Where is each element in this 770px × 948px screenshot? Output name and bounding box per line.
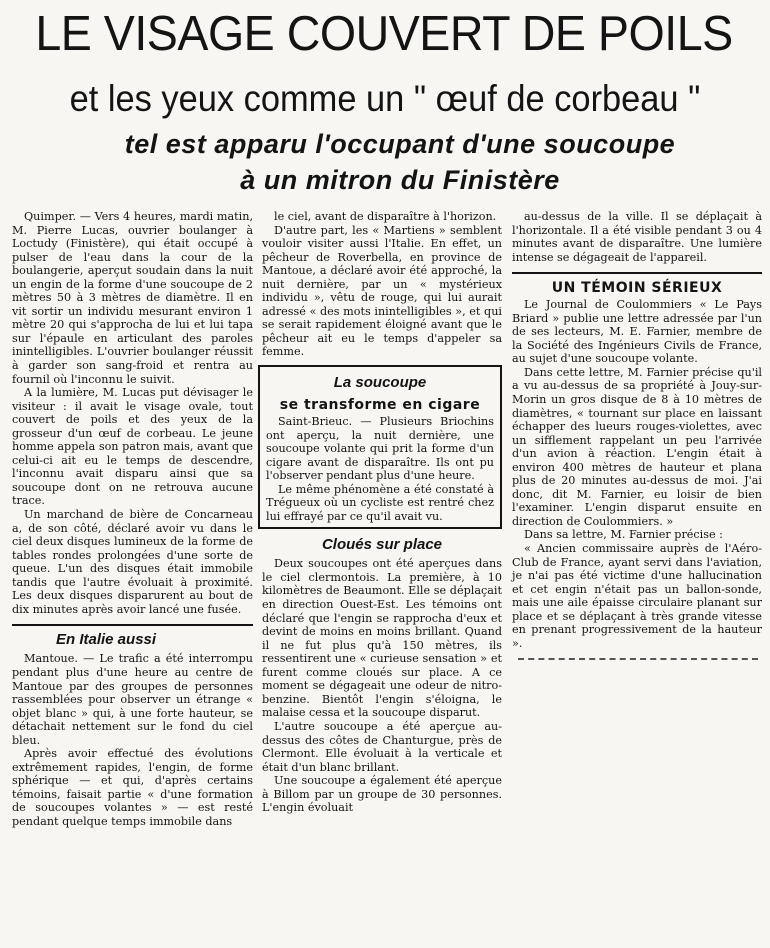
divider bbox=[512, 272, 762, 274]
paragraph: A la lumière, M. Lucas put dévisager le visiteur : il avait le visage ovale, tout couvert de poils et des yeux de la grosseur d'un œuf de corbeau. Le jeune homme appela son patron mais, avant que celui-ci ait eu le temps de descendre, l'inconnu avait disparu ainsi que sa soucoupe dont on ne retrouva aucune trace. bbox=[12, 386, 253, 508]
divider bbox=[12, 624, 253, 626]
headline: LE VISAGE COUVERT DE POILS bbox=[35, 7, 733, 61]
section-heading-cloues: Cloués sur place bbox=[321, 536, 443, 554]
paragraph: Dans cette lettre, M. Farnier précise qu'il a vu au-dessus de sa propriété à Jouy-sur-Morin un gros disque de 8 à 10 mètres de diamètres, « tournant sur place en laissant échapper des lueurs rouges-violettes, avec un sifflement rappelant un peu l'arrivée d'un avion à réaction. L'engin était à environ 400 mètres de hauteur et plana plus de 20 minutes au-dessus de moi. J'ai donc, dit M. Farnier, eu loisir de bien l'examiner. L'engin disparut ensuite en direction de Coulommiers. » bbox=[512, 365, 762, 528]
paragraph: Deux soucoupes ont été aperçues dans le ciel clermontois. La première, à 10 kilomètres de Beaumont. Elle se déplaçait en direction Ouest-Est. Les témoins ont déclaré que l'engin se rapprocha d'eux et devint de moins en moins brillant. Quand il ne fut plus qu'à 150 mètres, ils ressentirent une « curieuse sensation » et furent comme cloués sur place. A ce moment se dégageait une odeur de nitro-benzine. Bientôt l'engin s'éloigna, le malaise cessa et la soucoupe disparut. bbox=[262, 557, 502, 720]
deck-line-2: à un mitron du Finistère bbox=[240, 165, 560, 195]
paragraph: Mantoue. — Le trafic a été interrompu pendant plus d'une heure au centre de Mantoue par des groupes de personnes rassemblées pour observer un étrange « objet blanc » qui, à une forte hauteur, se détachait nettement sur le fond du ciel bleu. bbox=[12, 652, 253, 747]
end-rule bbox=[518, 658, 758, 660]
paragraph: le ciel, avant de disparaître à l'horizon. bbox=[274, 210, 497, 223]
paragraph: Le Journal de Coulommiers « Le Pays Briard » publie une lettre adressée par l'un de ses lecteurs, M. E. Farnier, membre de la Société des Ingénieurs Civils de France, au sujet d'une soucoupe volante. bbox=[512, 298, 762, 366]
column-3 bbox=[512, 210, 762, 660]
column-2 bbox=[262, 210, 502, 815]
deck-line-1: tel est apparu l'occupant d'une soucoupe bbox=[124, 129, 676, 159]
paragraph: au-dessus de la ville. Il se déplaçait à l'horizontale. Il a été visible pendant 3 ou 4 minutes avant de disparaître. Une lumière intense se dégageait de l'appareil. bbox=[512, 210, 762, 264]
paragraph: Un marchand de bière de Concarneau a, de son côté, déclaré avoir vu dans le ciel deux disques lumineux de la forme de tables rondes prolongées d'une sorte de queue. L'un des disques était immobile tandis que l'autre évoluait à proximité. Les deux disques disparurent au bout de dix minutes après avoir lancé une fusée. bbox=[12, 508, 253, 616]
section-heading-temoin: UN TÉMOIN SÉRIEUX bbox=[551, 280, 723, 297]
subheadline: et les yeux comme un " œuf de corbeau " bbox=[69, 78, 701, 119]
box-title-line-2: se transforme en cigare bbox=[279, 397, 481, 414]
paragraph: Quimper. — Vers 4 heures, mardi matin, M. Pierre Lucas, ouvrier boulanger à Loctudy (Finistère), qui était occupé à pulser de l'eau dans la cour de la boulangerie, aperçut soudain dans la nuit un engin de la forme d'une soucoupe de 2 mètres 50 à 3 mètres de diamètre. Il en vit sortir un individu mesurant environ 1 mètre 20 qui s'approcha de lui et lui tapa sur l'épaule en articulant des paroles inintelligibles. L'ouvrier boulanger réussit à garder son sang-froid et rentra au fournil où l'inconnu le suivit. bbox=[12, 210, 253, 386]
column-1 bbox=[12, 210, 253, 829]
paragraph: Dans sa lettre, M. Farnier précise : bbox=[524, 528, 723, 542]
paragraph: Saint-Brieuc. — Plusieurs Briochins ont aperçu, la nuit dernière, une soucoupe volante qui prit la forme d'un cigare avant de disparaître. Ils ont pu l'observer pendant plus d'une heure. bbox=[266, 415, 494, 483]
paragraph: Le même phénomène a été constaté à Trégueux où un cycliste est rentré chez lui effrayé par ce qu'il avait vu. bbox=[266, 482, 494, 523]
boxed-article bbox=[258, 365, 502, 529]
deck bbox=[40, 126, 760, 198]
paragraph: « Ancien commissaire auprès de l'Aéro-Club de France, ayant servi dans l'aviation, je n'ai pas été victime d'une hallucination et cet engin n'était pas un ballon-sonde, mais une aile épaisse circulaire planant sur place et se déplaçant à très grande vitesse en prenant progressivement de la hauteur ». bbox=[512, 542, 762, 650]
paragraph: D'autre part, les « Martiens » semblent vouloir visiter aussi l'Italie. En effet, un pêcheur de Roverbella, en province de Mantoue, a déclaré avoir été approché, la nuit dernière, par un « mystérieux individu », vêtu de rouge, qui lui aurait adressé « des mots inintelligibles », et qui se serait rapidement éloigné avant que le pêcheur ait eu le temps d'appeler sa femme. bbox=[262, 223, 502, 359]
box-title-line-1: La soucoupe bbox=[333, 374, 427, 392]
paragraph: Après avoir effectué des évolutions extrêmement rapides, l'engin, de forme sphérique — et qui, d'après certains témoins, faisait partie « d'une formation de soucoupes volantes » — est resté pendant quelque temps immobile dans bbox=[12, 747, 253, 828]
paragraph: Une soucoupe a également été aperçue à Billom par un groupe de 30 personnes. L'engin évoluait bbox=[262, 774, 502, 815]
section-heading-italie: En Italie aussi bbox=[56, 631, 157, 649]
paragraph: L'autre soucoupe a été aperçue au-dessus des côtes de Chanturgue, près de Clermont. Elle évoluait à la verticale et était d'un blanc brillant. bbox=[262, 719, 502, 774]
